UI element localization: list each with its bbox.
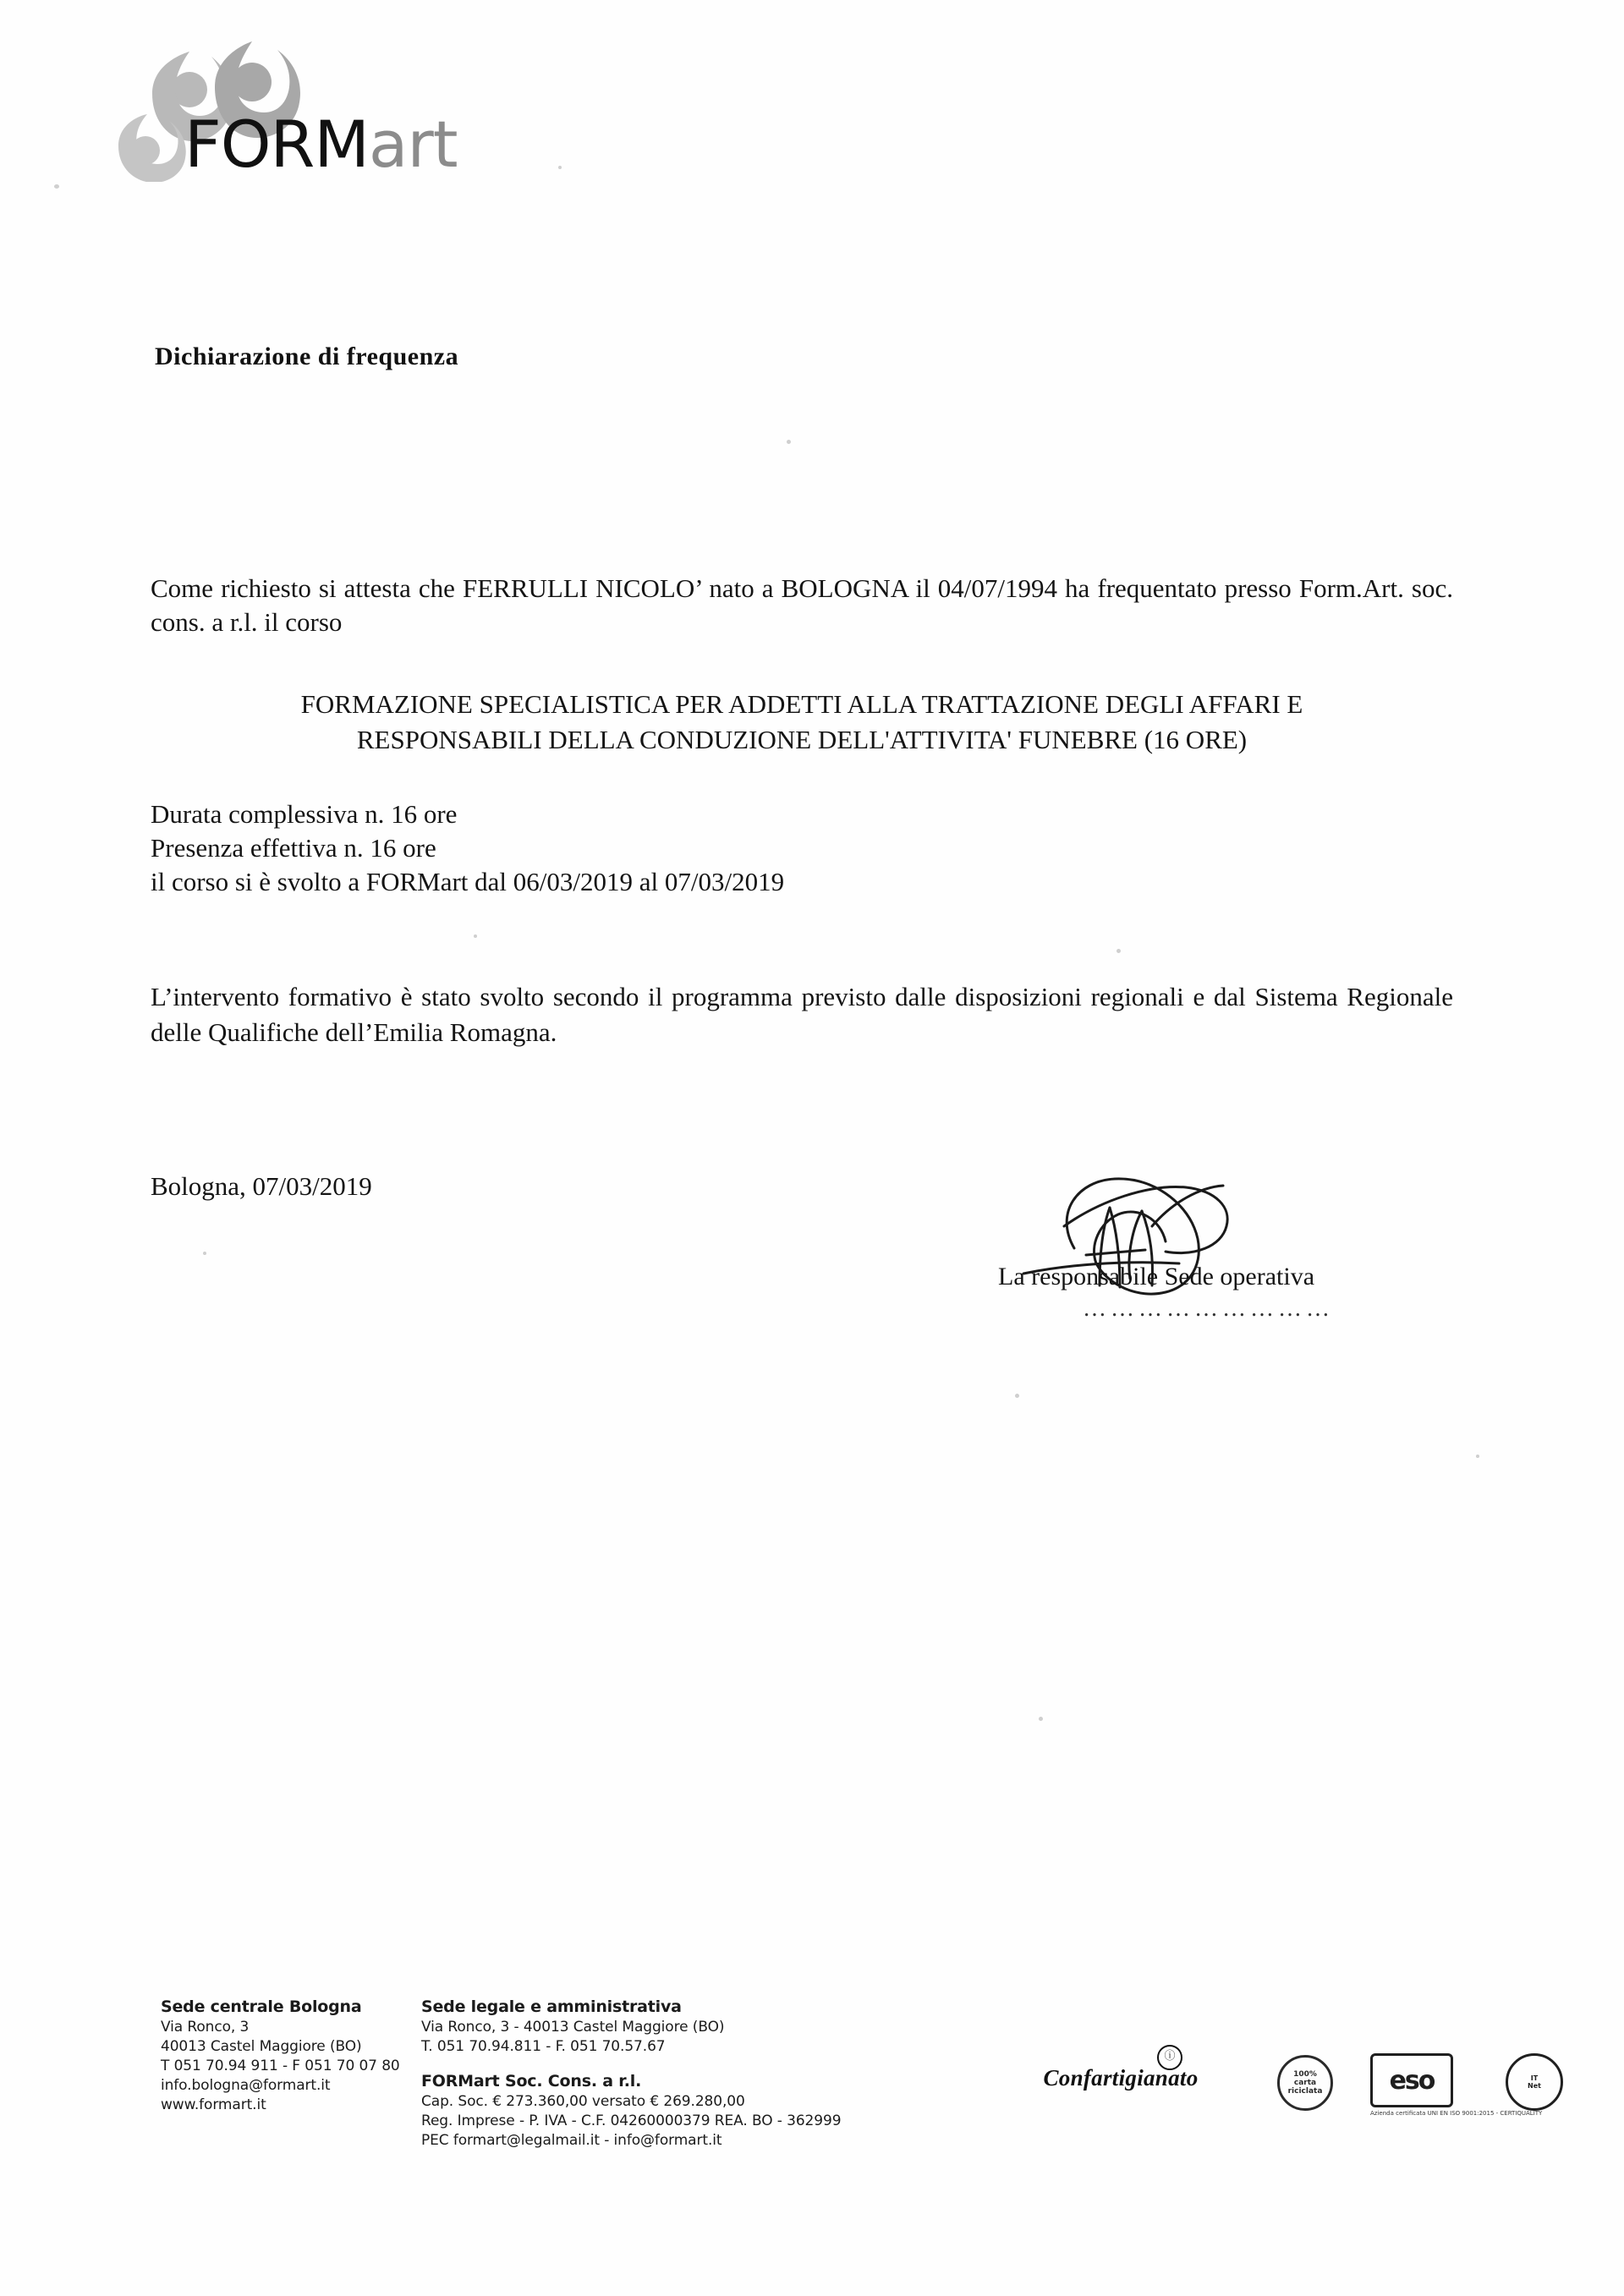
footer-left-line-1: 40013 Castel Maggiore (BO) — [161, 2038, 362, 2055]
page-footer — [0, 1970, 1624, 2207]
course-details — [151, 797, 784, 899]
signature-dotted-line: ……………………… — [1083, 1296, 1334, 1322]
logo-wordmark-primary: FORM — [184, 107, 369, 182]
recycled-paper-badge-circle — [1277, 2055, 1333, 2111]
footer-left-line-2: T 051 70.94 911 - F 051 70 07 80 — [161, 2058, 400, 2074]
scan-speck — [558, 166, 562, 169]
recycled-paper-badge — [1277, 2055, 1333, 2111]
footer-left-line-0: Via Ronco, 3 — [161, 2019, 250, 2036]
course-title-line1: FORMAZIONE SPECIALISTICA PER ADDETTI ALLA TRATTAZIONE DEGLI AFFARI E — [300, 689, 1303, 719]
recycled-badge-line3: riciclata — [1287, 2087, 1323, 2096]
footer-column-right — [421, 1996, 842, 2151]
scan-speck — [54, 184, 59, 189]
footer-column-left — [161, 1996, 406, 2115]
net-badge-ring — [1506, 2053, 1563, 2111]
course-title-line2: RESPONSABILI DELLA CONDUZIONE DELL'ATTIVITA' FUNEBRE (16 ORE) — [356, 725, 1248, 754]
footer-right-capital: Cap. Soc. € 273.360,00 versato € 269.280,00 — [421, 2093, 745, 2110]
footer-spacer — [421, 2057, 785, 2070]
scan-speck — [474, 934, 477, 938]
detail-duration: Durata complessiva n. 16 ore — [151, 799, 458, 829]
signature-label: La responsabile Sede operativa — [998, 1263, 1315, 1290]
scan-speck — [787, 440, 791, 444]
footer-right-address: Via Ronco, 3 - 40013 Castel Maggiore (BO) — [421, 2019, 725, 2036]
recycled-badge-line1: 100% — [1293, 2070, 1317, 2079]
footer-left-website: www.formart.it — [161, 2096, 266, 2113]
footer-right-title-company: FORMart Soc. Cons. a r.l. — [421, 2072, 642, 2091]
footer-logos — [1015, 2021, 1607, 2140]
footer-right-phone: T. 051 70.94.811 - F. 051 70.57.67 — [421, 2038, 666, 2055]
signature-block — [973, 1167, 1429, 1336]
intro-paragraph: Come richiesto si attesta che FERRULLI NICOLO’ nato a BOLOGNA il 04/07/1994 ha frequentato presso Form.Art. soc. cons. a r.l. il corso — [151, 573, 1453, 637]
course-title — [151, 687, 1453, 758]
confartigianato-mark-icon: ⓘ — [1157, 2045, 1182, 2070]
net-badge-line1: IT — [1530, 2074, 1539, 2082]
scan-speck — [203, 1252, 206, 1255]
confartigianato-name: Confartigianato — [1043, 2065, 1199, 2091]
formart-logo — [102, 38, 474, 195]
footer-right-registry: Reg. Imprese - P. IVA - C.F. 04260000379 REA. BO - 362999 — [421, 2112, 842, 2129]
scan-speck — [1476, 1455, 1479, 1458]
eso-badge-caption: Azienda certificata UNI EN ISO 9001:2015 - CERTIQUALITY — [1370, 2110, 1543, 2117]
footer-left-title: Sede centrale Bologna — [161, 1997, 362, 2016]
logo-wordmark-secondary: art — [368, 107, 458, 182]
confartigianato-logo — [1032, 2050, 1210, 2091]
scan-speck — [1015, 1394, 1019, 1398]
footer-right-pec: PEC formart@legalmail.it - info@formart.it — [421, 2132, 722, 2149]
detail-period: il corso si è svolto a FORMart dal 06/03/2019 al 07/03/2019 — [151, 867, 785, 896]
footer-left-email: info.bologna@formart.it — [161, 2077, 331, 2094]
net-certification-badge — [1506, 2053, 1563, 2111]
net-badge-line2: Net — [1528, 2082, 1541, 2090]
closing-paragraph: L’intervento formativo è stato svolto secondo il programma previsto dalle disposizioni regionali e dal Sistema Regionale delle Qualifiche dell’Emilia Romagna. — [151, 982, 1453, 1047]
recycled-badge-line2: carta — [1293, 2079, 1317, 2087]
scan-speck — [1116, 949, 1121, 953]
logo-wordmark — [184, 107, 458, 182]
place-and-date: Bologna, 07/03/2019 — [151, 1171, 372, 1201]
scan-speck — [1039, 1717, 1043, 1721]
footer-right-title-legal: Sede legale e amministrativa — [421, 1997, 682, 2016]
page-title: Dichiarazione di frequenza — [155, 342, 459, 370]
detail-attendance: Presenza effettiva n. 16 ore — [151, 833, 436, 863]
eso-badge-mark: eso — [1370, 2053, 1453, 2107]
